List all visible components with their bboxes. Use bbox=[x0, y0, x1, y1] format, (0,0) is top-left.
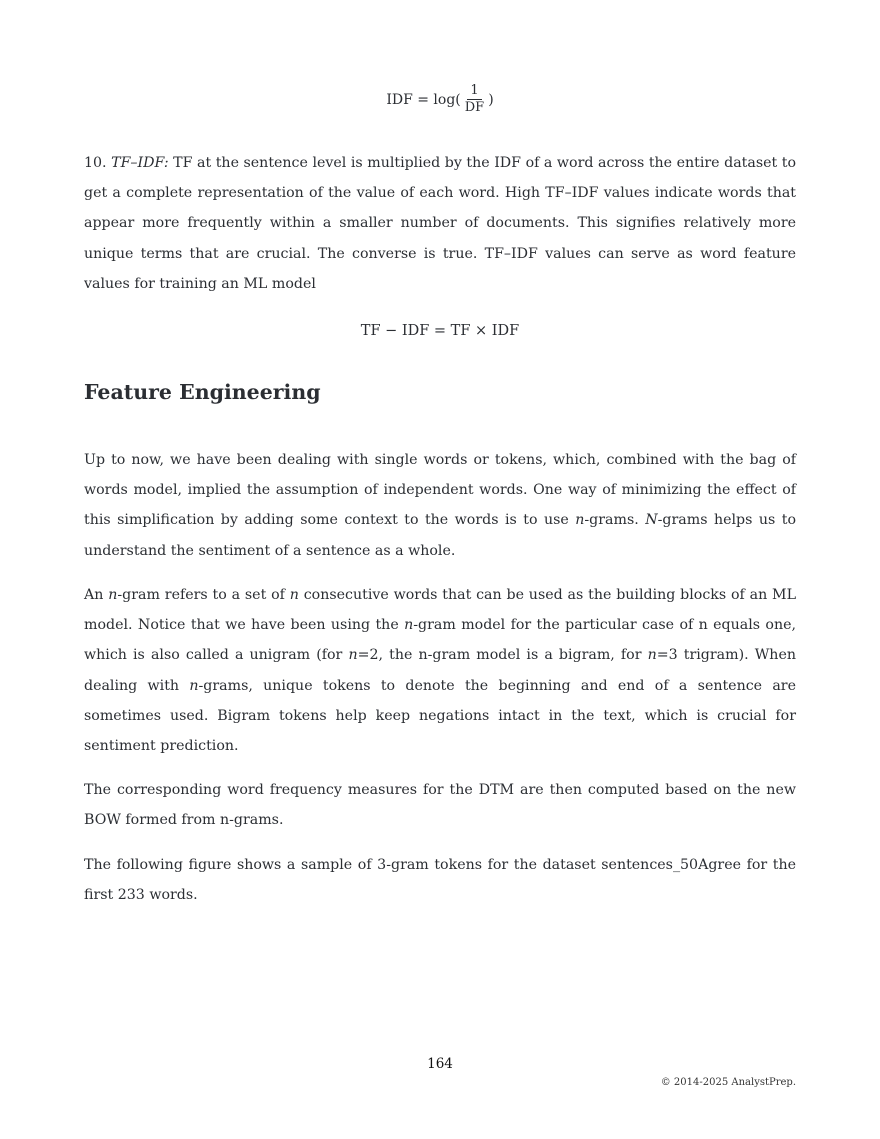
item-10-term: TF–IDF: bbox=[111, 155, 169, 171]
paragraph-1-em-a: n bbox=[575, 512, 585, 529]
tfidf-formula: TF − IDF = TF × IDF bbox=[360, 323, 520, 339]
paragraph-1-text-c: -grams helps us to understand the sentiment of a sentence as a whole. bbox=[84, 512, 796, 559]
section-heading: Feature Engineering bbox=[84, 380, 321, 404]
idf-denominator: DF bbox=[464, 100, 485, 115]
paragraph-1-text-b: -grams. bbox=[584, 512, 646, 529]
idf-numerator: 1 bbox=[467, 83, 481, 100]
idf-fraction bbox=[462, 83, 487, 116]
item-10-number: 10. bbox=[84, 155, 107, 171]
paragraph-2-em: n bbox=[647, 647, 657, 664]
paragraph-2-text: -gram refers to a set of bbox=[117, 587, 290, 603]
paragraph-2-text: -grams, unique tokens to denote the beginning and end of a sentence are sometimes used. Bigram tokens help keep negations intact in the text, which is crucial for sentiment prediction. bbox=[84, 677, 796, 755]
idf-formula-rhs: ) bbox=[488, 91, 494, 108]
paragraph-2-text: -gram model for the particular case of n equals one, which is also called a unigram (for bbox=[84, 617, 797, 664]
paragraph-2-text: consecutive words that can be used as the building blocks of an ML model. Notice that we have been using the bbox=[84, 587, 797, 634]
paragraph-2-text: An bbox=[84, 587, 109, 603]
paragraph-4: The following figure shows a sample of 3-gram tokens for the dataset sentences_50Agree for the first 233 words. bbox=[84, 857, 796, 904]
paragraph-3: The corresponding word frequency measures for the DTM are then computed based on the new BOW formed from n-grams. bbox=[84, 782, 796, 829]
paragraph-2-text: =2, the n-gram model is a bigram, for bbox=[357, 647, 648, 664]
paragraph-2-text: =3 trigram). When dealing with bbox=[84, 647, 796, 694]
page-number: 164 bbox=[427, 1056, 453, 1072]
paragraph-2-em: n bbox=[189, 677, 199, 694]
idf-formula bbox=[84, 83, 796, 116]
document-page bbox=[84, 0, 796, 1139]
paragraph-2-em: n bbox=[289, 587, 299, 603]
paragraph-2 bbox=[84, 580, 796, 761]
paragraph-1-em-b: N bbox=[645, 512, 658, 529]
paragraph-2-em: n bbox=[404, 617, 414, 634]
paragraph-1 bbox=[84, 445, 796, 566]
paragraph-1-text-a: Up to now, we have been dealing with single words or tokens, which, combined with the bag of words model, implied the assumption of independent words. One way of minimizing the effect of this simplification by adding some context to the words is to use bbox=[84, 452, 796, 529]
item-10-text: TF at the sentence level is multiplied by the IDF of a word across the entire dataset to get a complete representation of the value of each word. High TF–IDF values indicate words that appear more frequently within a smaller number of documents. This signifies relatively more unique terms that are crucial. The converse is true. TF–IDF values can serve as word feature values for training an ML model bbox=[84, 155, 796, 292]
item-10-paragraph bbox=[84, 148, 796, 299]
copyright-notice: © 2014-2025 AnalystPrep. bbox=[660, 1077, 796, 1088]
paragraph-2-em: n bbox=[348, 647, 358, 664]
idf-formula-lhs: IDF = log( bbox=[386, 91, 461, 108]
paragraph-2-em: n bbox=[108, 587, 118, 603]
